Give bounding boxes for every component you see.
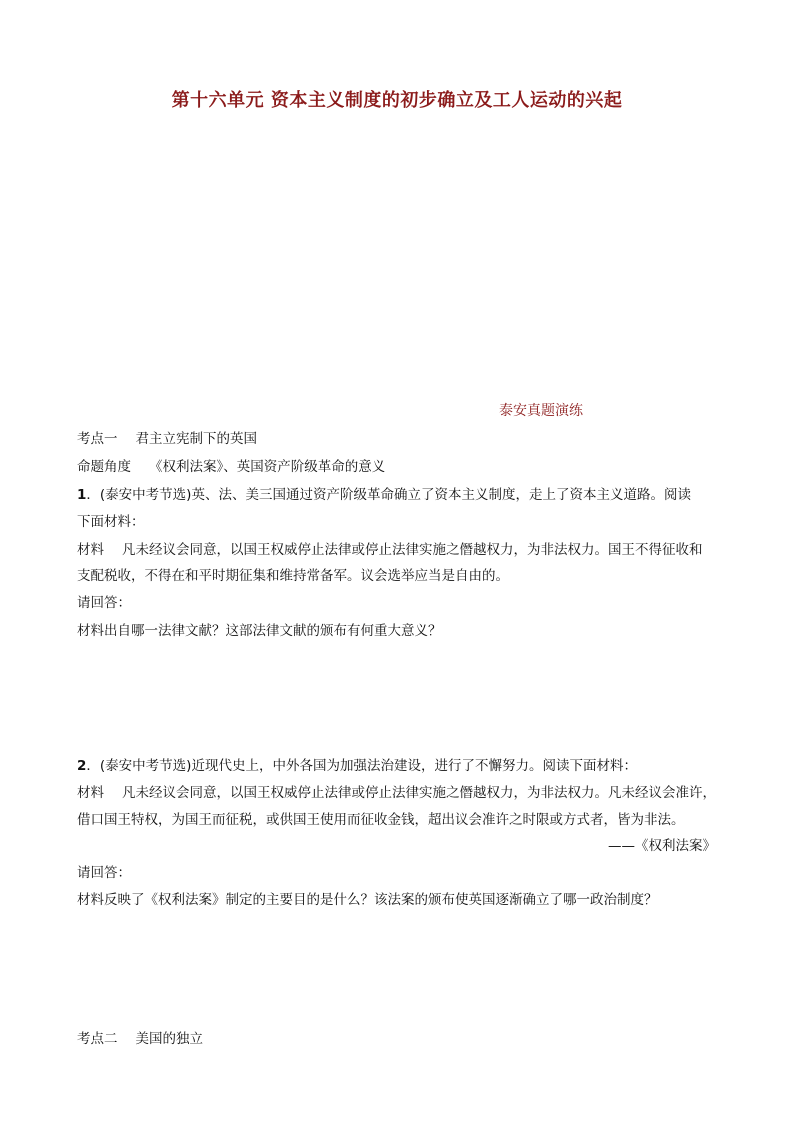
- q2-line-1: [77, 756, 637, 776]
- q2-number: 2: [77, 758, 87, 774]
- q1-line-1: [77, 485, 691, 505]
- mingti-label: 命题角度: [77, 459, 131, 475]
- q2-attribution: ——《权利法案》: [608, 838, 716, 854]
- q1-stem-1: ．(泰安中考节选)英、法、美三国通过资产阶级革命确立了资本主义制度，走上了资本主义道路。阅读: [86, 487, 691, 503]
- kaodian-2-label: 考点二: [77, 1031, 118, 1047]
- q2-material-text-1: 凡未经议会同意，以国王权威停止法律或停止法律实施之僭越权力，为非法权力。凡未经议会准许，: [122, 785, 716, 801]
- section-heading: 泰安真题演练: [499, 403, 583, 419]
- page-title: 第十六单元 资本主义制度的初步确立及工人运动的兴起: [171, 90, 623, 111]
- q1-material-line-2: 支配税收，不得在和平时期征集和维持常备军。议会选举应当是自由的。: [77, 568, 509, 584]
- kaodian-1-heading: [77, 429, 257, 449]
- q2-stem-1: ．(泰安中考节选)近现代史上，中外各国为加强法治建设，进行了不懈努力。阅读下面材料：: [86, 758, 637, 774]
- mingti-jiaodu: [77, 457, 385, 477]
- q2-prompt: 请回答：: [77, 865, 131, 881]
- q1-prompt: 请回答：: [77, 595, 131, 611]
- mingti-text: 《权利法案》、英国资产阶级革命的意义: [149, 459, 386, 475]
- kaodian-2-topic: 美国的独立: [135, 1031, 203, 1047]
- q1-line-2: 下面材料：: [77, 514, 145, 530]
- q1-material-label: 材料: [77, 542, 104, 558]
- kaodian-2-heading: [77, 1029, 203, 1049]
- q2-material-line-1: [77, 783, 716, 803]
- q1-number: 1: [77, 487, 87, 503]
- kaodian-1-topic: 君主立宪制下的英国: [135, 431, 257, 447]
- q1-material-text-1: 凡未经议会同意，以国王权威停止法律或停止法律实施之僭越权力，为非法权力。国王不得征收和: [122, 542, 703, 558]
- q2-material-label: 材料: [77, 785, 104, 801]
- q2-material-line-2: 借口国王特权，为国王而征税，或供国王使用而征收金钱，超出议会准许之时限或方式者，皆为非法。: [77, 812, 685, 828]
- q2-question: 材料反映了《权利法案》制定的主要目的是什么？该法案的颁布使英国逐渐确立了哪一政治制度？: [77, 892, 658, 908]
- q1-question: 材料出自哪一法律文献？这部法律文献的颁布有何重大意义？: [77, 623, 442, 639]
- kaodian-1-label: 考点一: [77, 431, 118, 447]
- q1-material-line-1: [77, 540, 703, 560]
